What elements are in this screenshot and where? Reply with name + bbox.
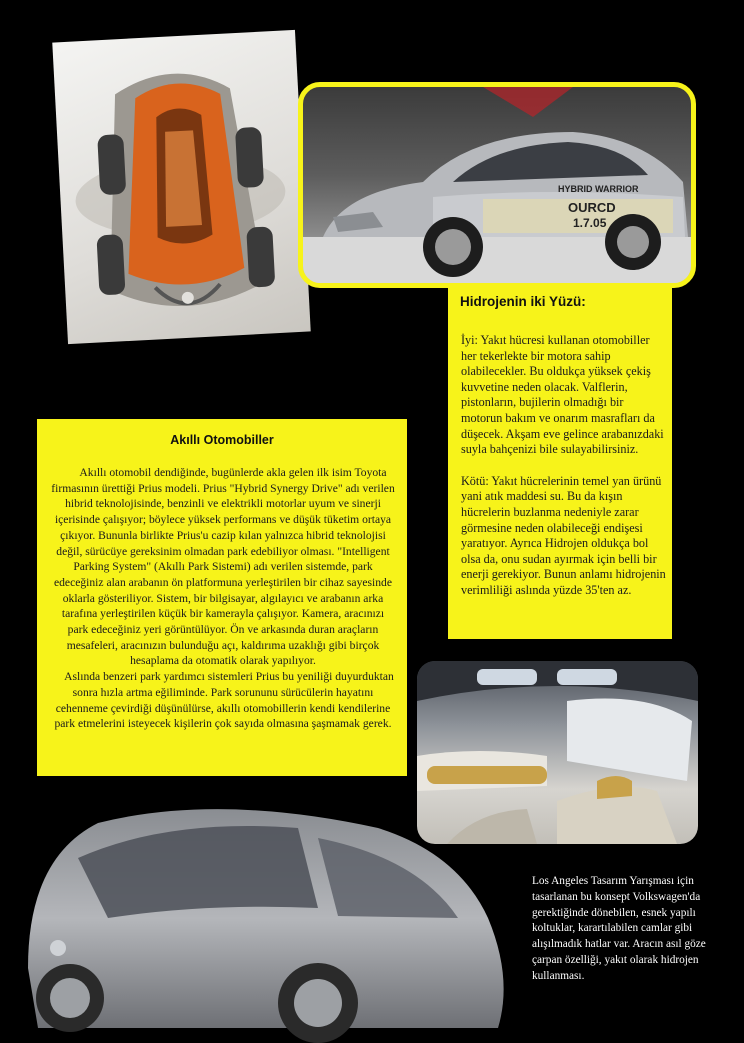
decal-line-2: OURCD xyxy=(568,200,616,215)
orange-concept-car-photo xyxy=(52,30,310,344)
hydrogen-good-paragraph: İyi: Yakıt hücresi kullanan otomobiller her tekerlekte bir motora sahip olabilecekler. Bu oldukça yüksek çekiş kuvvetine neden olacak. Valflerin, pistonların, bujilerin olmadığı bir motorun bakım ve onarım masrafları da düşecek. Akşam eve gelince arabanızdaki suyla bahçenizi bile sulayabilirsiniz. xyxy=(461,333,664,457)
smart-cars-box-title: Akıllı Otomobiller xyxy=(170,433,274,447)
decal-line-3: 1.7.05 xyxy=(573,216,607,230)
hydrogen-box-title: Hidrojenin iki Yüzü: xyxy=(460,294,586,309)
volkswagen-concept-car-photo xyxy=(18,798,518,1043)
sports-car-illustration xyxy=(303,87,691,283)
decal-line-1: HYBRID WARRIOR xyxy=(558,184,639,194)
vw-car-illustration xyxy=(18,798,518,1043)
hydrogen-two-faces-box xyxy=(448,286,672,639)
smart-cars-box xyxy=(37,419,407,776)
hydrogen-bad-paragraph: Kötü: Yakıt hücrelerinin temel yan ürünü yani atık maddesi su. Bu da kışın hücrelerin buzlanma nedeniyle zarar görmesine neden olabileceği endişesi yaratıyor. Ayrıca Hidrojen oldukça bol olsa da, onu sudan ayırmak için belli bir enerji gerekiyor. Bunun anlamı hidrojenin verimliliği aslında yüzde 35'ten az. xyxy=(461,473,666,597)
orange-car-illustration xyxy=(52,30,310,344)
vw-concept-caption: Los Angeles Tasarım Yarışması için tasarlanan bu konsept Volkswagen'da gerektiğinde dönebilen, esnek yapılı koltuklar, karartılabilen camlar gibi alışılmadık hatlar var. Aracın asıl göze çarpan özelliği, yakıt olarak hidrojen kullanması. xyxy=(532,875,706,982)
smart-cars-paragraph-1: Akıllı otomobil dendiğinde, bugünlerde akla gelen ilk isim Toyota firmasının ürettiği Prius modeli. Prius "Hybrid Synergy Drive" adı verilen hibrid teknolojisinde, benzinli ve elektrikli motorlar uyum ve sinerji içerisinde çalışıyor; böylece yüksek performans ve düşük tüketim ortaya çıkıyor. Bununla birlikte Prius'u cazip kılan yalnızca hibrid teknolojisi değil, sürücüye gereksinim olmadan park edebiliyor olması. "Intelligent Parking System" (Akıllı Park Sistemi) adı verilen sistemde, park edeceğiniz alan arabanın ön platformuna yerleştirilen bir cihaz sayesinde oklarla gösteriliyor. Sistem, bir bilgisayar, algılayıcı ve arabanın arka tarafına yerleştirilen küçük bir kamerayla çalışıyor. Kamera, aracınızı park edeceğiniz yeri görüntülüyor. Ön ve arkasında duran araçların mesafeleri, aracınızın bulunduğu açı, kaldırıma uzaklığı gibi birçok hesaplama da otomatik olarak yapılıyor. xyxy=(51,466,395,668)
hybrid-sports-car-photo xyxy=(298,82,696,288)
smart-cars-paragraph-2: Aslında benzeri park yardımcı sistemleri Prius bu yeniliği duyurduktan sonra hızla artma eğiliminde. Park sorununu sürücülerin hayatını cehenneme çevirdiği düşünülürse, akıllı otomobillerin kendi kendilerine park etmelerini isteyecek kişilerin çok sayıda olmasına şaşmamak gerek. xyxy=(54,670,394,731)
